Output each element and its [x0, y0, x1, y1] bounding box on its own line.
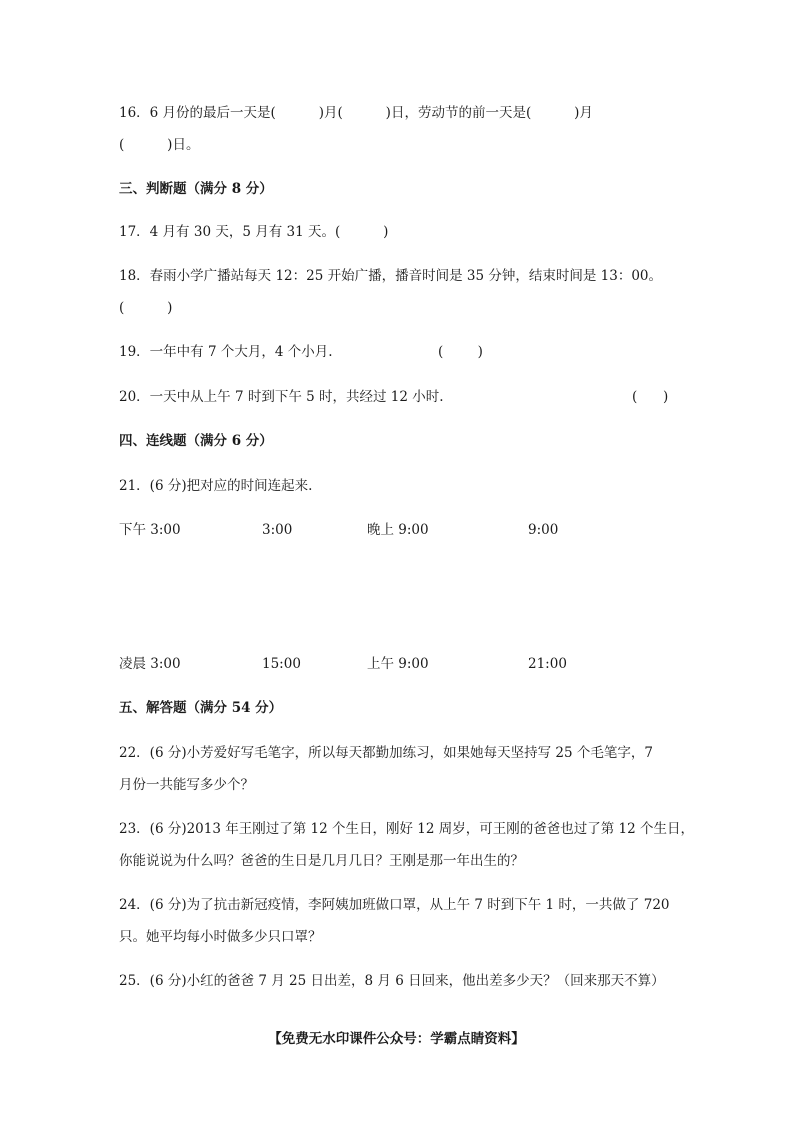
match-top-1: 下午 3:00: [119, 522, 181, 538]
q18-line2: ( ): [119, 300, 173, 316]
match-top-3: 晚上 9:00: [367, 522, 429, 538]
footer-watermark-text: 【免费无水印课件公众号：学霸点睛资料】: [268, 1031, 525, 1047]
match-bottom-3: 上午 9:00: [367, 656, 429, 672]
section-3-heading: 三、判断题（满分 8 分）: [119, 181, 273, 197]
q19-bracket: ( ): [438, 344, 483, 360]
match-bottom-4: 21:00: [528, 656, 567, 672]
q25: 25．(6 分)小红的爸爸 7 月 25 日出差，8 月 6 日回来，他出差多少天？（回来那天不算）: [119, 973, 665, 989]
q23-line1: 23．(6 分)2013 年王刚过了第 12 个生日，刚好 12 周岁，可王刚的爸爸也过了第 12 个生日，: [119, 821, 695, 837]
q22-line2: 月份一共能写多少个？: [119, 777, 254, 793]
match-top-2: 3:00: [262, 522, 293, 538]
q16-line1: 16．6 月份的最后一天是( )月( )日，劳动节的前一天是( )月: [119, 105, 593, 121]
q16-line2: ( )日。: [119, 137, 200, 153]
q24-line1: 24．(6 分)为了抗击新冠疫情，李阿姨加班做口罩，从上午 7 时到下午 1 时，一共做了 720: [119, 897, 670, 913]
section-4-heading: 四、连线题（满分 6 分）: [119, 433, 273, 449]
q20-bracket: ( ): [632, 389, 669, 405]
q17: 17．4 月有 30 天，5 月有 31 天。( ): [119, 224, 389, 240]
q20-text: 20．一天中从上午 7 时到下午 5 时，共经过 12 小时.: [119, 389, 444, 405]
q22-line1: 22．(6 分)小芳爱好写毛笔字，所以每天都勤加练习，如果她每天坚持写 25 个毛笔字，7: [119, 745, 653, 761]
q23-line2: 你能说说为什么吗？爸爸的生日是几月几日？王刚是那一年出生的？: [119, 853, 524, 869]
match-top-4: 9:00: [528, 522, 559, 538]
match-bottom-1: 凌晨 3:00: [119, 656, 181, 672]
q24-line2: 只。她平均每小时做多少只口罩？: [119, 929, 322, 945]
q18-line1: 18．春雨小学广播站每天 12：25 开始广播，播音时间是 35 分钟，结束时间是 13：00。: [119, 268, 663, 284]
match-bottom-2: 15:00: [262, 656, 301, 672]
q19-text: 19．一年中有 7 个大月，4 个小月.: [119, 344, 333, 360]
q21-prompt: 21．(6 分)把对应的时间连起来.: [119, 478, 313, 494]
section-5-heading: 五、解答题（满分 54 分）: [119, 700, 283, 716]
